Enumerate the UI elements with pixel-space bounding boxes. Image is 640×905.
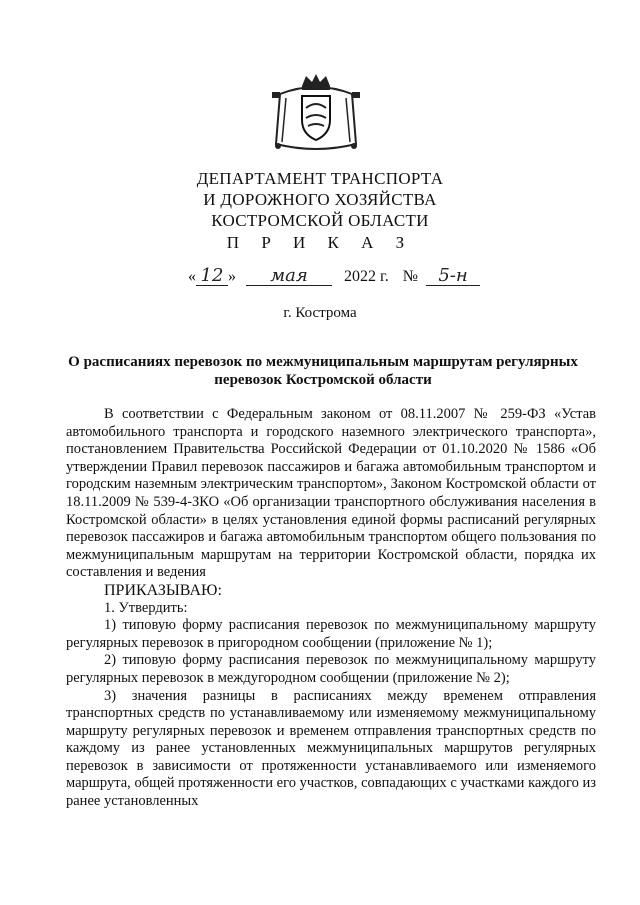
department-header	[0, 168, 640, 231]
preamble-paragraph: В соответствии с Федеральным законом от 08.11.2007 № 259-ФЗ «Устав автомобильного транспорта и городского наземного электрического транспорта», постановлением Правительства Российской Федерации от 01.10.2020 № 1586 «Об утверждении Правил перевозок пассажиров и багажа автомобильным транспортом и городским наземным электрическим транспортом», Законом Костромской области от 18.11.2009 № 539-4-ЗКО «Об организации транспортного обслуживания населения в Костромской области» в целях установления единой формы расписаний регулярных перевозок пассажиров и багажа автомобильным транспортом общего пользования по межмуниципальным маршрутам на территории Костромской области, порядка их составления и ведения	[66, 406, 596, 581]
date-year: 2022 г.	[344, 268, 389, 285]
number-sign: №	[402, 268, 419, 285]
document-title: О расписаниях перевозок по межмуниципальным маршрутам регулярных перевозок Костромской области	[68, 354, 578, 388]
document-number: 5-н	[426, 265, 480, 286]
date-month: мая	[246, 265, 332, 286]
open-quote: «	[188, 268, 196, 285]
document-type: П Р И К А З	[226, 233, 414, 252]
city: г. Кострома	[283, 305, 357, 321]
clause-1: 1. Утвердить:	[104, 599, 188, 616]
header-line-1: ДЕПАРТАМЕНТ ТРАНСПОРТА	[196, 169, 444, 188]
header-line-3: КОСТРОМСКОЙ ОБЛАСТИ	[211, 211, 429, 230]
date-day: 12	[196, 265, 228, 286]
document-body	[66, 406, 596, 811]
clause-1-2: 2) типовую форму расписания перевозок по межмуниципальному маршруту регулярных перевозок в междугородном сообщении (приложение № 2);	[66, 652, 596, 686]
close-quote: »	[228, 268, 236, 285]
clause-1-1: 1) типовую форму расписания перевозок по межмуниципальному маршруту регулярных перевозок в пригородном сообщении (приложение № 1);	[66, 617, 596, 651]
clause-1-3: 3) значения разницы в расписаниях между временем отправления транспортных средств по устанавливаемому или изменяемому межмуниципальному маршруту регулярных перевозок и временем отправления транспортных средств по каждому из ранее установленных межмуниципальных маршрутов регулярных перевозок в зависимости от протяженности устанавливаемого или изменяемого маршрута, общей протяженности его участков, совпадающих с участками каждого из ранее установленных	[66, 687, 596, 810]
order-word: ПРИКАЗЫВАЮ:	[104, 581, 222, 599]
date-line	[188, 265, 480, 286]
header-line-2: И ДОРОЖНОГО ХОЗЯЙСТВА	[203, 190, 437, 209]
kostroma-coat-of-arms-icon	[268, 72, 364, 156]
